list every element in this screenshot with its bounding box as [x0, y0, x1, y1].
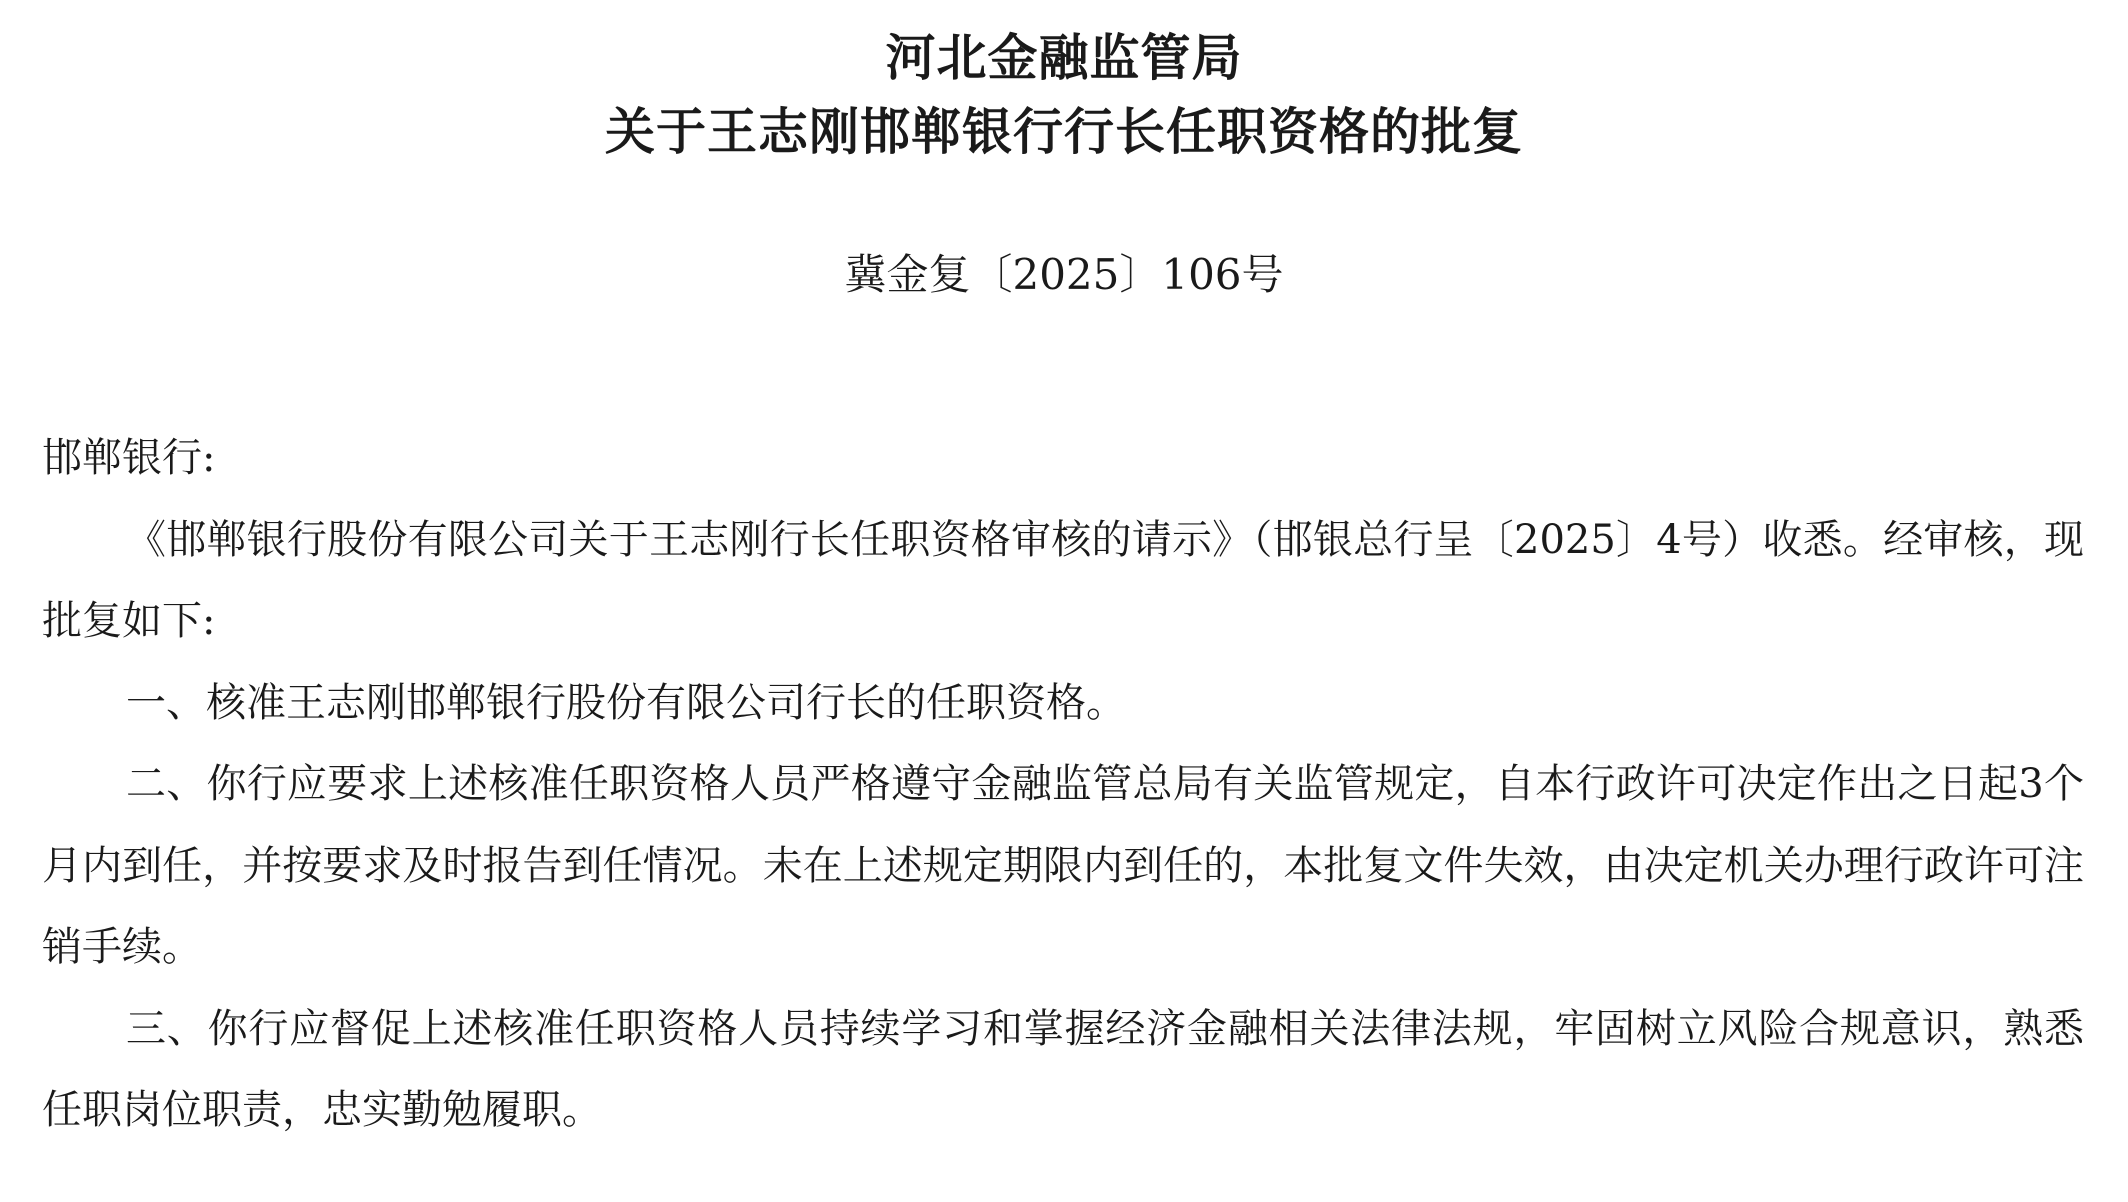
item-paragraph-1: 一、核准王志刚邯郸银行股份有限公司行长的任职资格。 [126, 679, 1126, 726]
document-number: 冀金复〔2025〕106号 [844, 250, 1284, 299]
item-paragraph-2: 二、你行应要求上述核准任职资格人员严格遵守金融监管总局有关监管规定，自本行政许可决定作出之日起3个月内到任，并按要求及时报告到任情况。未在上述规定期限内到任的，本批复文件失效，由决定机关办理行政许可注销手续。 [42, 761, 2084, 970]
intro-paragraph: 《邯郸银行股份有限公司关于王志刚行长任职资格审核的请示》（邯银总行呈〔2025〕4号）收悉。经审核，现批复如下: [42, 516, 2084, 644]
document-title-subject: 关于王志刚邯郸银行行长任职资格的批复 [605, 103, 1523, 161]
document-title-issuer: 河北金融监管局 [885, 29, 1243, 87]
item-paragraph-3: 三、你行应督促上述核准任职资格人员持续学习和掌握经济金融相关法律法规，牢固树立风险合规意识，熟悉任职岗位职责，忠实勤勉履职。 [42, 1005, 2084, 1133]
addressee: 邯郸银行: [42, 435, 216, 481]
document-body [42, 418, 2084, 1152]
